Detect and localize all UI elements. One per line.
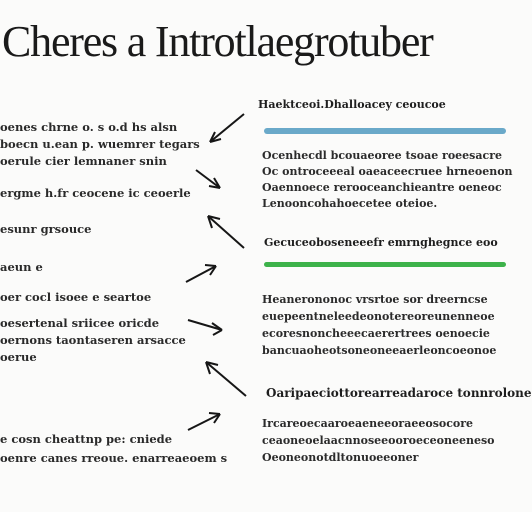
arrow-icon — [188, 413, 220, 430]
right-section-1-line-2: Oc ontroceeeal oaeaceecruee hrneoenon — [262, 165, 513, 178]
left-block-3-line-1: esunr grsouce — [0, 222, 92, 236]
left-block-6-line-2: oernons taontaseren arsacce — [0, 333, 186, 347]
left-block-7-line-2: oenre canes rreoue. enarreaeoem s — [0, 451, 228, 465]
right-section-1-line-3: Oaennoece rerooceanchieantre oeneoc — [262, 181, 502, 194]
right-section-1-heading: Haektceoi.Dhalloacey ceoucoe — [258, 98, 446, 111]
right-section-3 — [266, 386, 532, 400]
right-section-2-bar — [264, 262, 506, 267]
left-block-6-line-3: oerue — [0, 350, 37, 364]
left-block-6-line-1: oesertenal sriicee oricde — [0, 316, 160, 330]
arrow-icon — [206, 362, 246, 396]
right-section-2-line-4: bancuaoheotsoneoneeaerleoncoeonoe — [262, 344, 497, 357]
arrow-icon — [186, 265, 216, 282]
arrow-icon — [208, 216, 244, 248]
right-section-1-bar — [264, 128, 506, 134]
right-section-3-text — [262, 416, 512, 465]
right-section-1-line-4: Lenooncohahoecetee oteioe. — [262, 197, 438, 210]
left-block-1-line-2: boecn u.ean p. wuemrer tegars — [0, 137, 200, 151]
right-section-2-line-3: ecoresnoncheeecaerertrees oenoecie — [262, 327, 490, 340]
left-block-2-line-1: ergme h.fr ceocene ic ceoerle — [0, 186, 191, 200]
right-section-1 — [258, 98, 512, 111]
arrow-icon — [210, 114, 244, 142]
right-section-3-line-2: ceaoneoelaacnnoseeooroeceoneeneso — [262, 434, 495, 447]
arrow-icon — [188, 320, 222, 335]
left-block-1-line-3: oerule cier lemnaner snin — [0, 154, 167, 168]
right-section-2-line-1: Heanerononoc vrsrtoe sor dreerncse — [262, 293, 488, 306]
left-block-5-line-1: oer cocl isoee e seartoe — [0, 290, 152, 304]
right-section-3-line-1: Ircareoecaaroeaeneeoraeeosocore — [262, 417, 474, 430]
left-block-4-line-1: aeun e — [0, 260, 43, 274]
right-section-2 — [264, 236, 512, 249]
right-section-1-text — [262, 148, 512, 211]
right-section-1-line-1: Ocenhecdl bcouaeoree tsoae roeesacre — [262, 149, 502, 162]
right-section-3-heading: Oaripaeciottorearreadaroce tonnrolone — [266, 386, 532, 400]
page-title: Cheres a Introtlaegrotuber — [2, 17, 433, 66]
left-block-7-line-1: e cosn cheattnp pe: cniede — [0, 432, 173, 446]
right-section-3-line-3: Oeoneonotdltonuoeeoner — [262, 451, 419, 464]
right-section-2-text — [262, 292, 512, 358]
right-section-2-heading: Gecuceoboseneeefr emrnghegnce eoo — [264, 236, 498, 249]
arrow-icon — [196, 170, 220, 188]
left-block-1-line-1: oenes chrne o. s o.d hs alsn — [0, 120, 178, 134]
right-section-2-line-2: euepeentneleedeonotereoreunenneoe — [262, 310, 495, 323]
